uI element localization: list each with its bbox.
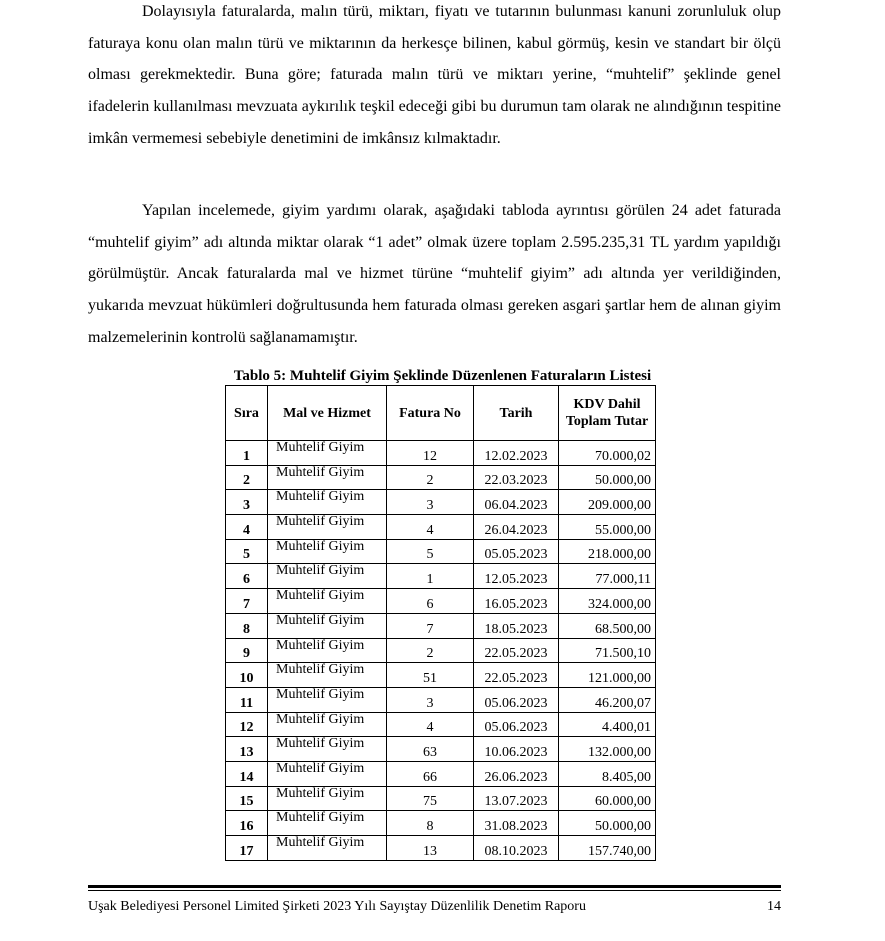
- paragraph-1-text: Dolayısıyla faturalarda, malın türü, miktarı, fiyatı ve tutarının bulunması kanuni zorunluluk olup faturaya konu olan malın türü ve miktarının da herkesçe bilinen, kabul görmüş, kesin ve standart bir ölçü olması gerekmektedir. Buna göre; faturada malın türü ve miktarı yerine, “muhtelif” şeklinde genel ifadelerin kullanılması mevzuata aykırılık teşkil edeceği gibi bu durumun tam olarak ne alındığının tespitine imkân vermemesi sebebiyle denetimini de imkânsız kılmaktadır.: [88, 3, 781, 147]
- row-fatura-no: 5: [387, 539, 474, 564]
- table-row: [226, 564, 656, 589]
- table-row: [226, 761, 656, 786]
- row-tarih: 06.04.2023: [474, 490, 559, 515]
- row-tarih: 12.05.2023: [474, 564, 559, 589]
- row-tarih: 05.06.2023: [474, 687, 559, 712]
- row-fatura-no: 66: [387, 761, 474, 786]
- paragraph-2: [88, 195, 781, 354]
- row-tutar: 60.000,00: [559, 786, 656, 811]
- page-number: 14: [767, 899, 781, 914]
- row-tarih: 12.02.2023: [474, 441, 559, 466]
- footer-rule-thick: [88, 885, 781, 888]
- row-tarih: 18.05.2023: [474, 613, 559, 638]
- table-row: [226, 441, 656, 466]
- row-tarih: 31.08.2023: [474, 811, 559, 836]
- row-tarih: 05.06.2023: [474, 712, 559, 737]
- row-tutar: 50.000,00: [559, 465, 656, 490]
- invoice-table: [225, 385, 656, 861]
- row-tutar: 209.000,00: [559, 490, 656, 515]
- paragraph-1: [88, 0, 781, 155]
- table-caption: Tablo 5: Muhtelif Giyim Şeklinde Düzenlenen Faturaların Listesi: [233, 368, 652, 384]
- table-row: [226, 737, 656, 762]
- row-mal-ve-hizmet: Muhtelif Giyim: [268, 539, 387, 564]
- row-sira: 10: [226, 663, 268, 688]
- row-tarih: 08.10.2023: [474, 836, 559, 861]
- row-tarih: 05.05.2023: [474, 539, 559, 564]
- row-sira: 3: [226, 490, 268, 515]
- row-tarih: 26.06.2023: [474, 761, 559, 786]
- row-fatura-no: 1: [387, 564, 474, 589]
- row-mal-ve-hizmet: Muhtelif Giyim: [268, 712, 387, 737]
- row-tutar: 77.000,11: [559, 564, 656, 589]
- row-mal-ve-hizmet: Muhtelif Giyim: [268, 786, 387, 811]
- table-row: [226, 515, 656, 540]
- row-sira: 16: [226, 811, 268, 836]
- row-tutar: 71.500,10: [559, 638, 656, 663]
- table-row: [226, 589, 656, 614]
- row-tutar: 68.500,00: [559, 613, 656, 638]
- table-row: [226, 712, 656, 737]
- row-sira: 4: [226, 515, 268, 540]
- row-mal-ve-hizmet: Muhtelif Giyim: [268, 465, 387, 490]
- row-mal-ve-hizmet: Muhtelif Giyim: [268, 613, 387, 638]
- row-sira: 2: [226, 465, 268, 490]
- row-mal-ve-hizmet: Muhtelif Giyim: [268, 564, 387, 589]
- row-tarih: 22.03.2023: [474, 465, 559, 490]
- row-mal-ve-hizmet: Muhtelif Giyim: [268, 811, 387, 836]
- row-tarih: 22.05.2023: [474, 638, 559, 663]
- row-sira: 17: [226, 836, 268, 861]
- row-tarih: 16.05.2023: [474, 589, 559, 614]
- row-mal-ve-hizmet: Muhtelif Giyim: [268, 737, 387, 762]
- row-fatura-no: 4: [387, 515, 474, 540]
- header-sira: Sıra: [226, 386, 268, 441]
- row-tutar: 70.000,02: [559, 441, 656, 466]
- row-fatura-no: 2: [387, 465, 474, 490]
- row-tutar: 132.000,00: [559, 737, 656, 762]
- table-row: [226, 613, 656, 638]
- table-row: [226, 811, 656, 836]
- row-sira: 13: [226, 737, 268, 762]
- row-tarih: 22.05.2023: [474, 663, 559, 688]
- footer-rule-thin: [88, 890, 781, 891]
- row-tutar: 4.400,01: [559, 712, 656, 737]
- footer-report-title: Uşak Belediyesi Personel Limited Şirketi 2023 Yılı Sayıştay Düzenlilik Denetim Raporu: [88, 899, 586, 914]
- table-row: [226, 539, 656, 564]
- header-kdv-dahil-toplam-tutar: KDV Dahil Toplam Tutar: [559, 386, 656, 441]
- table-row: [226, 786, 656, 811]
- row-tutar: 324.000,00: [559, 589, 656, 614]
- row-fatura-no: 2: [387, 638, 474, 663]
- row-tutar: 55.000,00: [559, 515, 656, 540]
- row-sira: 6: [226, 564, 268, 589]
- row-fatura-no: 3: [387, 490, 474, 515]
- row-fatura-no: 13: [387, 836, 474, 861]
- table-header-row: [226, 386, 656, 441]
- row-sira: 12: [226, 712, 268, 737]
- row-mal-ve-hizmet: Muhtelif Giyim: [268, 687, 387, 712]
- row-mal-ve-hizmet: Muhtelif Giyim: [268, 761, 387, 786]
- row-tutar: 218.000,00: [559, 539, 656, 564]
- row-tutar: 50.000,00: [559, 811, 656, 836]
- table-row: [226, 465, 656, 490]
- row-sira: 8: [226, 613, 268, 638]
- row-fatura-no: 6: [387, 589, 474, 614]
- table-row: [226, 490, 656, 515]
- row-mal-ve-hizmet: Muhtelif Giyim: [268, 663, 387, 688]
- row-sira: 7: [226, 589, 268, 614]
- row-tutar: 157.740,00: [559, 836, 656, 861]
- row-tutar: 8.405,00: [559, 761, 656, 786]
- row-sira: 11: [226, 687, 268, 712]
- row-mal-ve-hizmet: Muhtelif Giyim: [268, 589, 387, 614]
- header-mal-ve-hizmet: Mal ve Hizmet: [268, 386, 387, 441]
- row-sira: 5: [226, 539, 268, 564]
- row-fatura-no: 51: [387, 663, 474, 688]
- table-row: [226, 638, 656, 663]
- row-fatura-no: 75: [387, 786, 474, 811]
- row-mal-ve-hizmet: Muhtelif Giyim: [268, 515, 387, 540]
- row-mal-ve-hizmet: Muhtelif Giyim: [268, 490, 387, 515]
- row-sira: 15: [226, 786, 268, 811]
- row-fatura-no: 3: [387, 687, 474, 712]
- row-sira: 9: [226, 638, 268, 663]
- row-fatura-no: 4: [387, 712, 474, 737]
- row-fatura-no: 8: [387, 811, 474, 836]
- row-tutar: 46.200,07: [559, 687, 656, 712]
- row-sira: 1: [226, 441, 268, 466]
- row-mal-ve-hizmet: Muhtelif Giyim: [268, 441, 387, 466]
- header-tarih: Tarih: [474, 386, 559, 441]
- row-fatura-no: 12: [387, 441, 474, 466]
- row-fatura-no: 7: [387, 613, 474, 638]
- header-fatura-no: Fatura No: [387, 386, 474, 441]
- table-row: [226, 687, 656, 712]
- row-tarih: 13.07.2023: [474, 786, 559, 811]
- row-mal-ve-hizmet: Muhtelif Giyim: [268, 836, 387, 861]
- row-tarih: 10.06.2023: [474, 737, 559, 762]
- table-row: [226, 836, 656, 861]
- paragraph-2-text: Yapılan incelemede, giyim yardımı olarak, aşağıdaki tabloda ayrıntısı görülen 24 adet faturada “muhtelif giyim” adı altında miktar olarak “1 adet” olmak üzere toplam 2.595.235,31 TL yardım yapıldığı görülmüştür. Ancak faturalarda mal ve hizmet türüne “muhtelif giyim” adı altında yer verildiğinden, yukarıda mevzuat hükümleri doğrultusunda hem faturada olması gereken asgari şartlar hem de alınan giyim malzemelerinin kontrolü sağlanamamıştır.: [88, 202, 781, 346]
- row-mal-ve-hizmet: Muhtelif Giyim: [268, 638, 387, 663]
- row-fatura-no: 63: [387, 737, 474, 762]
- table-row: [226, 663, 656, 688]
- row-sira: 14: [226, 761, 268, 786]
- row-tutar: 121.000,00: [559, 663, 656, 688]
- row-tarih: 26.04.2023: [474, 515, 559, 540]
